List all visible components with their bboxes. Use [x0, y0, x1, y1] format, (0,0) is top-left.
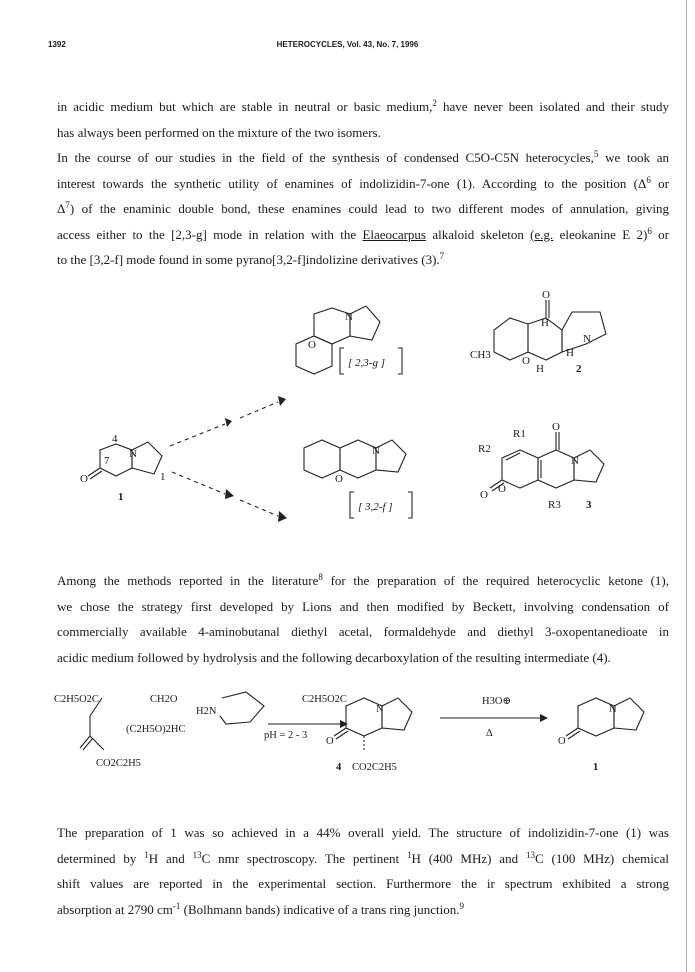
compound-number: 3	[586, 499, 592, 511]
text-run: The preparation of 1 was so achieved in a 44% overall yield. The structure of indolizidin-7-one (1) was	[57, 825, 669, 840]
atom-label: N	[372, 445, 380, 457]
atom-number: 7	[104, 455, 110, 467]
text-line	[57, 94, 669, 120]
ring-tetrahydropyran	[494, 318, 528, 360]
substituent-label: R1	[513, 428, 526, 440]
running-header	[0, 40, 695, 54]
text-line	[57, 222, 669, 248]
substituent-label: R3	[548, 499, 561, 511]
atom-label: N	[609, 704, 617, 715]
text-run: access either to the [2,3-g] mode in relation with the	[57, 226, 363, 242]
text-line	[57, 594, 669, 620]
reference-mark: 9	[459, 900, 464, 911]
underlined-abbrev: (e.g.	[530, 226, 554, 242]
atom-label: O	[522, 355, 530, 367]
page-number: 1392	[48, 40, 66, 49]
reference-mark: 5	[593, 149, 599, 159]
ring-f	[376, 440, 406, 472]
text-run: Δ	[57, 201, 66, 216]
reagent-label: H2N	[196, 706, 217, 717]
text-run: to the [3,2-f] mode found in some pyrano[3,2-f]indolizine derivatives (3).	[57, 252, 440, 267]
text-run: (Bolhmann bands) indicative of a trans ring junction.	[180, 901, 460, 917]
reagent-label: CO2C2H5	[352, 762, 397, 773]
text-run: in acidic medium but which are stable in neutral or basic medium,	[57, 99, 433, 114]
reference-mark: 7	[439, 251, 445, 261]
text-run: for the preparation of the required heterocyclic ketone (1),	[322, 573, 669, 588]
atom-label: N	[376, 704, 384, 715]
reaction-condition: H3O⊕	[482, 696, 512, 707]
reference-mark: 6	[647, 225, 652, 236]
superscript: 1	[406, 849, 412, 860]
text-run: acidic medium followed by hydrolysis and the following decarboxylation of the resulting intermediate (4).	[57, 649, 611, 665]
annulation-mode-label: [ 3,2-f ]	[358, 501, 393, 513]
compound-number: 1	[118, 491, 124, 503]
arrowhead	[278, 511, 287, 522]
compound-number: 1	[593, 762, 599, 773]
reagent-label: CO2C2H5	[96, 758, 141, 769]
text-line	[57, 820, 669, 846]
paragraph-intro	[57, 94, 669, 273]
text-run: alkaloid skeleton	[426, 226, 531, 242]
atom-label: O	[480, 489, 488, 501]
atom-label: N	[583, 333, 591, 345]
atom-label: H	[541, 317, 549, 329]
atom-number: 1	[160, 471, 166, 483]
text-run: or	[650, 175, 669, 191]
text-line	[57, 171, 669, 197]
text-line	[57, 196, 669, 222]
atom-label: O	[335, 473, 343, 485]
ring-c	[350, 306, 380, 340]
atom-label: O	[552, 421, 560, 433]
atom-label: H	[536, 363, 544, 375]
text-line	[57, 247, 669, 273]
ring-pyridinone-3	[538, 450, 574, 488]
ring-pyranone-3	[502, 450, 538, 488]
compound-number: 4	[336, 762, 342, 773]
paragraph-results	[57, 820, 669, 922]
journal-citation: HETEROCYCLES, Vol. 43, No. 7, 1996	[276, 40, 419, 49]
reaction-condition: Δ	[486, 728, 493, 739]
superscript: 1	[144, 849, 149, 860]
text-run: has always been performed on the mixture of the two isomers.	[57, 124, 381, 140]
underlined-genus: Elaeocarpus	[362, 226, 426, 242]
atom-label: O	[326, 736, 334, 747]
text-run: ) of the enaminic double bond, these enamines could lead to two different modes of annulation, giving	[69, 201, 669, 216]
text-line	[57, 568, 669, 594]
text-run: commercially available 4-aminobutanal diethyl acetal, formaldehyde and diethyl 3-oxopentanedioate in	[57, 624, 669, 639]
ring-pyrrolidine-4	[382, 698, 412, 730]
scheme1-svg	[0, 290, 695, 550]
atom-label: O	[542, 290, 550, 301]
atom-number: 4	[112, 433, 118, 445]
superscript: 6	[646, 174, 651, 185]
text-line	[57, 871, 669, 897]
methyl-label: CH3	[470, 349, 491, 361]
scheme-annulation-modes	[0, 290, 695, 550]
reagent-label: (C2H5O)2HC	[126, 724, 186, 735]
atom-label: O	[80, 473, 88, 485]
text-line	[57, 846, 669, 872]
superscript: 7	[65, 200, 70, 210]
text-run: H and	[148, 850, 193, 866]
reagent-label: C2H5O2C	[54, 694, 99, 705]
text-run: In the course of our studies in the field of the synthesis of condensed C5O-C5N heterocycles,	[57, 150, 594, 165]
text-run: interest towards the synthetic utility of enamines of indolizidin-7-one (1). According to the position (Δ	[57, 175, 647, 191]
ring-quinolizidine	[562, 312, 606, 352]
arrowhead	[225, 418, 232, 427]
text-line	[57, 120, 669, 146]
text-run: have never been isolated and their study	[436, 99, 669, 114]
atom-label: O	[558, 736, 566, 747]
text-run: shift values are reported in the experimental section. Furthermore the ir spectrum exhibited a strong	[57, 876, 669, 891]
text-run: Among the methods reported in the literature	[57, 573, 319, 588]
atom-label: O	[308, 339, 316, 351]
superscript: 13	[525, 849, 535, 860]
text-run: determined by	[57, 850, 145, 866]
atom-label: N	[571, 455, 579, 467]
text-line	[57, 145, 669, 171]
ring-d	[340, 440, 376, 478]
text-run: or	[651, 226, 669, 242]
superscript: 13	[192, 849, 202, 860]
paragraph-method	[57, 568, 669, 670]
text-run: we chose the strategy first developed by Lions and then modified by Beckett, involving condensation of	[57, 598, 669, 614]
atom-label: N	[345, 311, 353, 323]
superscript: -1	[172, 900, 181, 911]
text-run: H (400 MHz) and	[411, 850, 526, 866]
text-run: C (100 MHz) chemical	[534, 850, 669, 866]
text-line	[57, 619, 669, 645]
ring-pyrrolidine-1	[614, 698, 644, 730]
arrowhead	[278, 396, 286, 406]
text-run: eleokanine E 2)	[553, 226, 648, 242]
arrowhead	[540, 714, 548, 722]
reference-mark: 8	[318, 572, 323, 582]
scheme-synthesis	[0, 682, 695, 792]
annulation-mode-label: [ 2,3-g ]	[348, 357, 385, 369]
reaction-condition: pH = 2 - 3	[264, 730, 308, 741]
atom-label: H	[566, 347, 574, 359]
atom-label: O	[498, 483, 506, 495]
scheme2-svg	[0, 682, 695, 792]
text-run: C nmr spectroscopy. The pertinent	[201, 850, 407, 866]
text-line	[57, 897, 669, 923]
text-line	[57, 645, 669, 671]
substituent-label: R2	[478, 443, 491, 455]
reference-mark: 2	[432, 98, 437, 108]
text-run: absorption at 2790 cm	[57, 901, 173, 917]
arrowhead	[340, 720, 348, 728]
text-run: we took an	[598, 150, 669, 165]
atom-label: N	[129, 448, 137, 460]
arrowhead	[225, 489, 234, 499]
reagent-label: C2H5O2C	[302, 694, 347, 705]
compound-number: 2	[576, 363, 582, 375]
reagent-label: CH2O	[150, 694, 178, 705]
